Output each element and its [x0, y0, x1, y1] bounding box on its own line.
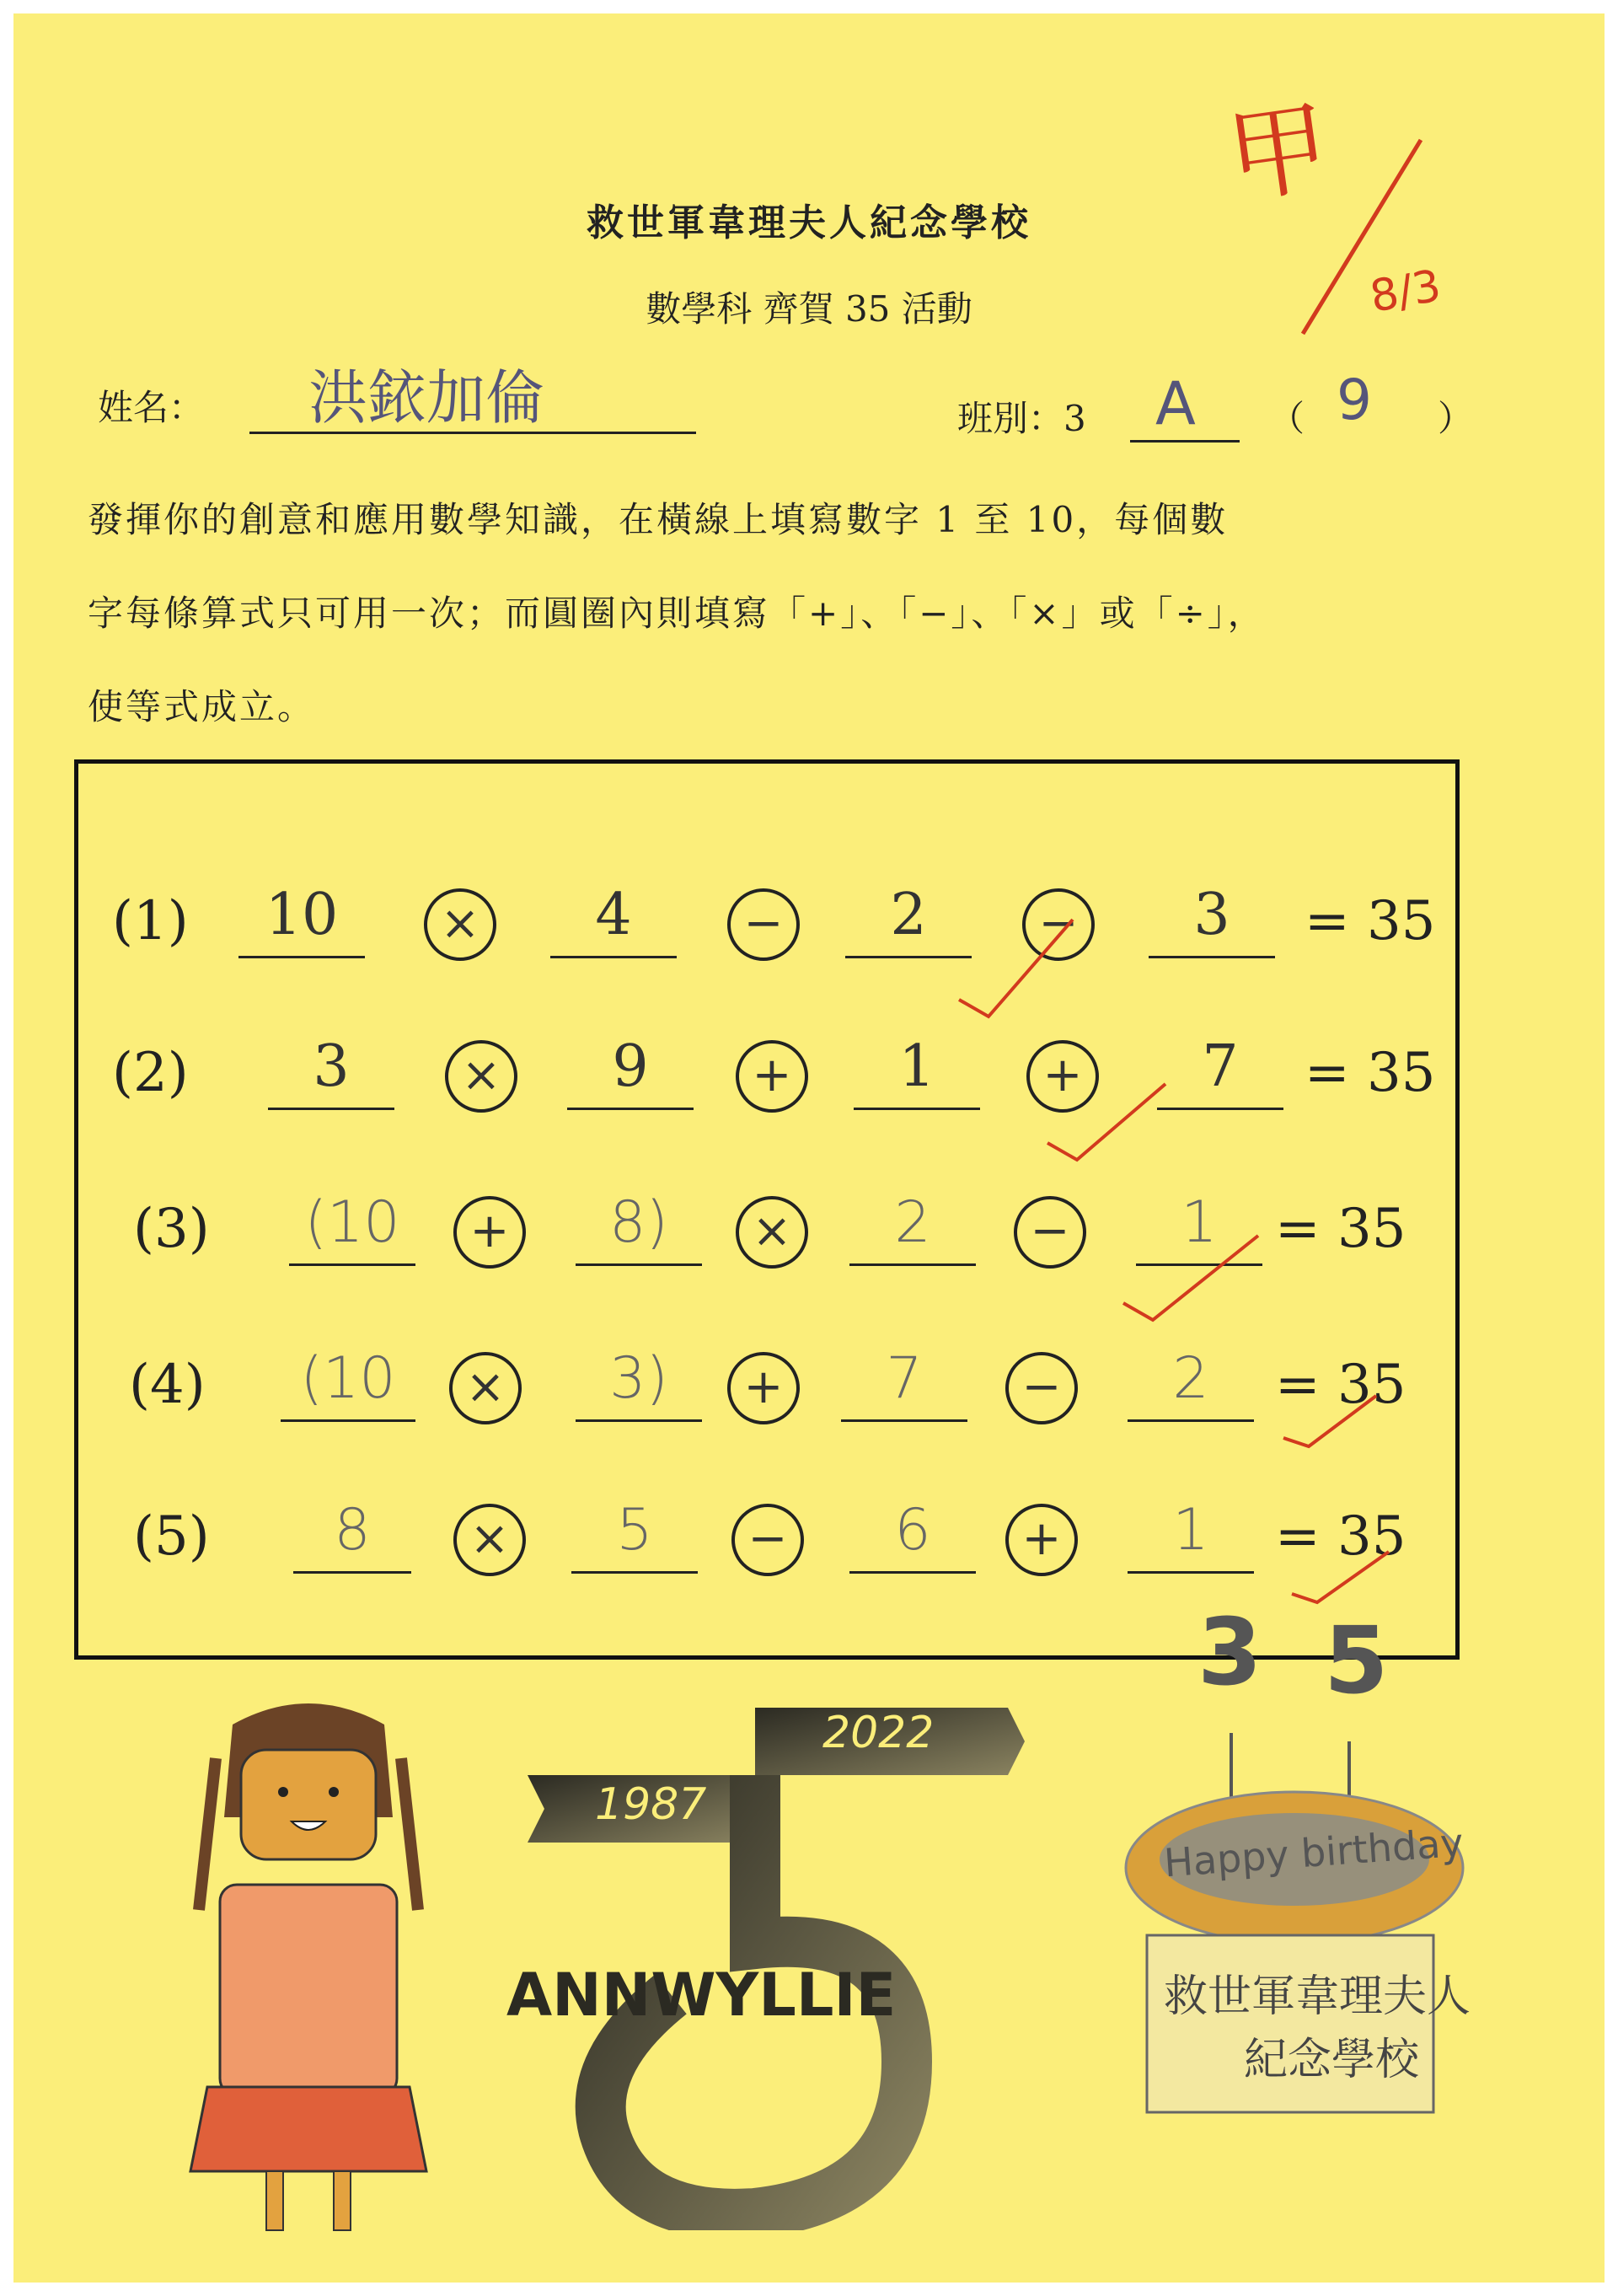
grade-slash [1278, 131, 1446, 351]
equals-35: = 35 [1305, 890, 1436, 952]
equals-35: = 35 [1275, 1198, 1406, 1260]
number-blank: 1 [854, 1033, 980, 1110]
instruction-line-3: 使等式成立。 [88, 686, 316, 727]
student-name-handwritten: 洪銥加倫 [308, 363, 544, 432]
equals-35: = 35 [1275, 1354, 1406, 1416]
equations-box [74, 759, 1460, 1660]
check-marks [78, 764, 1455, 1655]
name-field [249, 351, 696, 434]
class-label: 班別：3 [957, 398, 1086, 439]
candle-number-3: 3 [1197, 1598, 1262, 1706]
operator-circle: + [727, 1352, 800, 1424]
operator-circle: − [1005, 1352, 1078, 1424]
logo-wordmark: ANNWYLLIE [506, 1961, 897, 2030]
operator-circle: + [453, 1196, 526, 1269]
cake-school-line-2: 紀念學校 [1244, 2035, 1420, 2085]
number-blank: 4 [550, 882, 677, 958]
operator-circle: × [445, 1040, 517, 1113]
school-name: 救世軍韋理夫人紀念學校 [587, 201, 1031, 244]
operator-circle: + [736, 1040, 808, 1113]
instruction-line-1: 發揮你的創意和應用數學知識，在橫線上填寫數字 1 至 10，每個數 [88, 499, 1229, 540]
operator-circle: − [1022, 888, 1095, 961]
number-blank: 3 [268, 1033, 394, 1110]
girl-drawing [182, 1691, 435, 2256]
number-blank: 10 [238, 882, 365, 958]
operator-circle: × [736, 1196, 808, 1269]
operator-circle: − [727, 888, 800, 961]
grade-mark: 甲 [1220, 89, 1337, 219]
class-field [1130, 367, 1240, 443]
number-blank: 2 [849, 1189, 976, 1266]
row-label: (4) [129, 1354, 206, 1416]
instructions [88, 473, 1503, 754]
class-value: A [1155, 369, 1196, 438]
class-number-close: ） [1438, 398, 1474, 439]
operator-circle: × [449, 1352, 522, 1424]
number-blank: 7 [841, 1345, 967, 1422]
class-number-open: （ [1269, 398, 1305, 439]
operator-circle: × [453, 1504, 526, 1576]
number-blank: 1 [1128, 1497, 1254, 1574]
row-label: (1) [112, 890, 189, 952]
row-label: (3) [133, 1198, 210, 1260]
operator-circle: × [424, 888, 496, 961]
worksheet-page [13, 13, 1605, 2283]
logo-year-1987: 1987 [595, 1779, 707, 1830]
candle-number-5: 5 [1324, 1607, 1389, 1714]
row-label: (5) [133, 1505, 210, 1568]
operator-circle: + [1026, 1040, 1099, 1113]
number-blank: 1 [1136, 1189, 1262, 1266]
number-blank: 7 [1157, 1033, 1283, 1110]
class-number: 9 [1337, 367, 1372, 432]
operator-circle: + [1005, 1504, 1078, 1576]
number-blank: 3 [1149, 882, 1275, 958]
equals-35: = 35 [1275, 1505, 1406, 1568]
number-blank: 8 [293, 1497, 411, 1574]
number-blank: (10 [289, 1189, 415, 1266]
activity-title: 數學科 齊賀 35 活動 [646, 288, 972, 330]
cake-school-line-1: 救世軍韋理夫人 [1164, 1971, 1471, 2022]
number-blank: 3) [576, 1345, 702, 1422]
number-blank: 2 [845, 882, 972, 958]
cake-message: Happy birthday [1162, 1819, 1465, 1886]
number-blank: 6 [849, 1497, 976, 1574]
equals-35: = 35 [1305, 1042, 1436, 1104]
number-blank: (10 [281, 1345, 415, 1422]
instruction-line-2: 字每條算式只可用一次；而圓圈內則填寫「+」、「−」、「×」或「÷」， [88, 593, 1266, 634]
name-label: 姓名： [98, 387, 205, 428]
logo-year-2022: 2022 [822, 1708, 935, 1758]
number-blank: 5 [571, 1497, 698, 1574]
number-blank: 2 [1128, 1345, 1254, 1422]
number-blank: 8) [576, 1189, 702, 1266]
operator-circle: − [731, 1504, 804, 1576]
operator-circle: − [1014, 1196, 1086, 1269]
row-label: (2) [112, 1042, 189, 1104]
grade-date: 8/3 [1366, 260, 1445, 323]
number-blank: 9 [567, 1033, 694, 1110]
